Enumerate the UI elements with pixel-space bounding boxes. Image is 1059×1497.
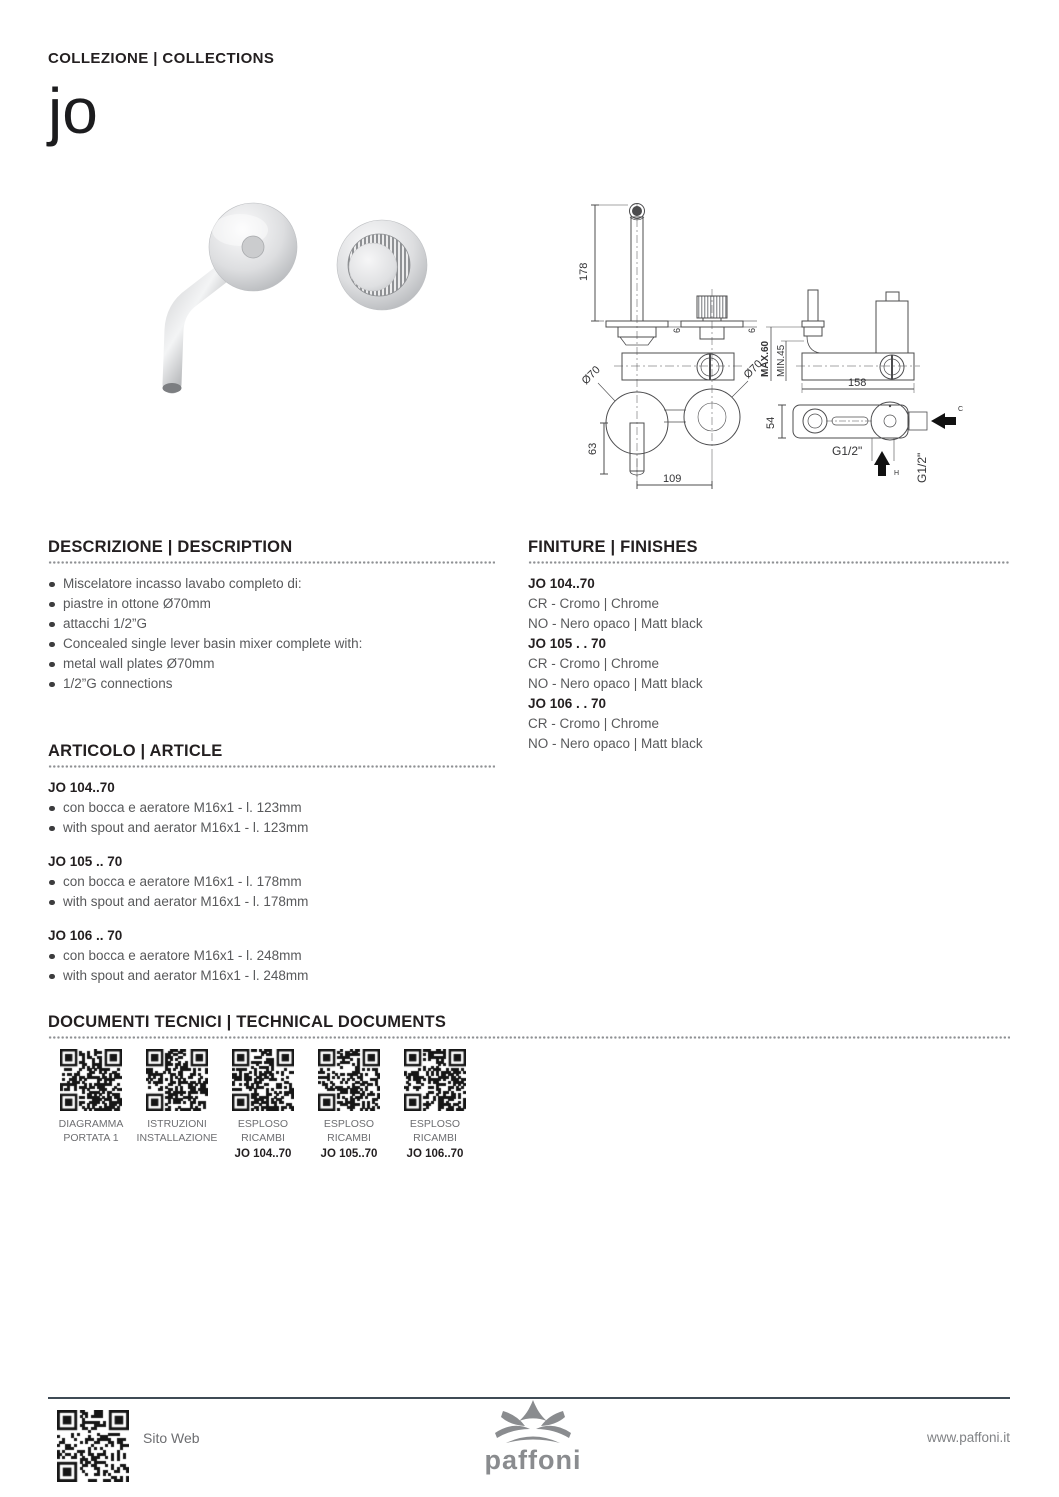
finishes-group (528, 574, 1010, 634)
thread-bottom-label: G1/2" (832, 444, 863, 458)
document-code: JO 104..70 (234, 1148, 292, 1160)
technical-documents-section (48, 1012, 1010, 1160)
technical-drawing (560, 193, 970, 495)
document-code: JO 106..70 (406, 1148, 464, 1160)
finish-option: CR - Cromo | Chrome (528, 716, 660, 731)
description-item: attacchi 1/2”G (48, 614, 495, 634)
dim-body-height: 54 (765, 416, 777, 429)
dotted-rule (48, 561, 495, 564)
finishes-group (528, 694, 1010, 754)
document-item (134, 1049, 220, 1160)
faucet-photo-illustration (140, 180, 470, 480)
finishes-group (528, 634, 1010, 694)
article-item: with spout and aerator M16x1 - l. 123mm (48, 818, 495, 838)
article-section (48, 741, 495, 986)
dim-plate-thickness-b: 6 (747, 327, 757, 333)
description-item: Concealed single lever basin mixer complete with: (48, 634, 495, 654)
article-group (48, 778, 495, 838)
finishes-section (528, 537, 1010, 754)
article-group (48, 852, 495, 912)
finish-code: JO 104..70 (528, 576, 595, 591)
article-item: with spout and aerator M16x1 - l. 248mm (48, 966, 495, 986)
document-label: ESPLOSO RICAMBI (237, 1118, 289, 1144)
sito-web-label: Sito Web (143, 1430, 200, 1446)
qr-code-esploso-ricambi-jo105 (318, 1049, 380, 1111)
article-item: with spout and aerator M16x1 - l. 178mm (48, 892, 495, 912)
paffoni-wordmark: paffoni (484, 1445, 582, 1475)
finish-code: JO 105 . . 70 (528, 636, 607, 651)
collection-title: jo (48, 75, 98, 147)
dotted-rule (48, 765, 495, 768)
qr-code-sito-web (57, 1410, 129, 1482)
description-item: Miscelatore incasso lavabo completo di: (48, 574, 495, 594)
article-item: con bocca e aeratore M16x1 - l. 178mm (48, 872, 495, 892)
dim-plate-diameter-b: Ø70 (741, 357, 765, 382)
description-title: DESCRIZIONE | DESCRIPTION (48, 538, 293, 556)
article-group (48, 926, 495, 986)
dimension-drawing (560, 193, 970, 495)
finish-option: CR - Cromo | Chrome (528, 656, 660, 671)
collection-label: COLLEZIONE | COLLECTIONS (48, 50, 275, 67)
qr-code-diagramma-portata (60, 1049, 122, 1111)
thread-side-label: G1/2" (915, 452, 929, 483)
left-column (48, 537, 495, 1000)
hot-marker: H (894, 470, 900, 477)
document-label: DIAGRAMMA PORTATA 1 (58, 1118, 124, 1144)
footer-qr-wrap (57, 1410, 129, 1487)
description-list-it (48, 574, 495, 634)
dim-min-depth: MIN.45 (776, 344, 787, 377)
document-item (220, 1049, 306, 1160)
footer-divider (48, 1397, 1010, 1399)
website-url: www.paffoni.it (926, 1430, 1010, 1445)
dim-max-depth: MAX.60 (760, 340, 771, 377)
cold-marker: C (958, 406, 964, 413)
dim-plate-diameter-a: Ø70 (579, 363, 603, 388)
document-label: ISTRUZIONI INSTALLAZIONE (136, 1118, 218, 1144)
description-list-en (48, 634, 495, 694)
document-item (48, 1049, 134, 1160)
dim-axis-distance: 109 (663, 473, 682, 485)
paffoni-logo (468, 1400, 598, 1475)
description-item: piastre in ottone Ø70mm (48, 594, 495, 614)
dotted-rule (528, 561, 1010, 564)
document-item (392, 1049, 478, 1160)
article-title: ARTICOLO | ARTICLE (48, 742, 223, 760)
finish-option: NO - Nero opaco | Matt black (528, 676, 703, 691)
document-code: JO 105..70 (320, 1148, 378, 1160)
document-item (306, 1049, 392, 1160)
article-item: con bocca e aeratore M16x1 - l. 248mm (48, 946, 495, 966)
qr-code-esploso-ricambi-jo104 (232, 1049, 294, 1111)
right-column (528, 537, 1010, 754)
article-code: JO 106 .. 70 (48, 928, 123, 943)
article-code: JO 105 .. 70 (48, 854, 123, 869)
description-item: metal wall plates Ø70mm (48, 654, 495, 674)
dotted-rule (48, 1036, 1010, 1039)
document-label: ESPLOSO RICAMBI (323, 1118, 375, 1144)
finish-option: NO - Nero opaco | Matt black (528, 616, 703, 631)
dim-plate-thickness-a: 6 (672, 327, 682, 333)
dim-body-length: 158 (848, 377, 867, 389)
paffoni-fountain-icon (493, 1400, 573, 1446)
page-header (48, 50, 275, 147)
document-label: ESPLOSO RICAMBI (409, 1118, 461, 1144)
finish-option: NO - Nero opaco | Matt black (528, 736, 703, 751)
article-item: con bocca e aeratore M16x1 - l. 123mm (48, 798, 495, 818)
article-code: JO 104..70 (48, 780, 115, 795)
finishes-title: FINITURE | FINISHES (528, 538, 698, 556)
product-photo (140, 180, 470, 480)
description-item: 1/2”G connections (48, 674, 495, 694)
documents-title: DOCUMENTI TECNICI | TECHNICAL DOCUMENTS (48, 1013, 447, 1031)
description-section (48, 537, 495, 694)
qr-code-istruzioni-installazione (146, 1049, 208, 1111)
dim-spout-height: 178 (578, 262, 590, 281)
finish-code: JO 106 . . 70 (528, 696, 607, 711)
qr-row (48, 1049, 1010, 1160)
finish-option: CR - Cromo | Chrome (528, 596, 660, 611)
dim-spout-drop: 63 (587, 442, 599, 455)
qr-code-esploso-ricambi-jo106 (404, 1049, 466, 1111)
